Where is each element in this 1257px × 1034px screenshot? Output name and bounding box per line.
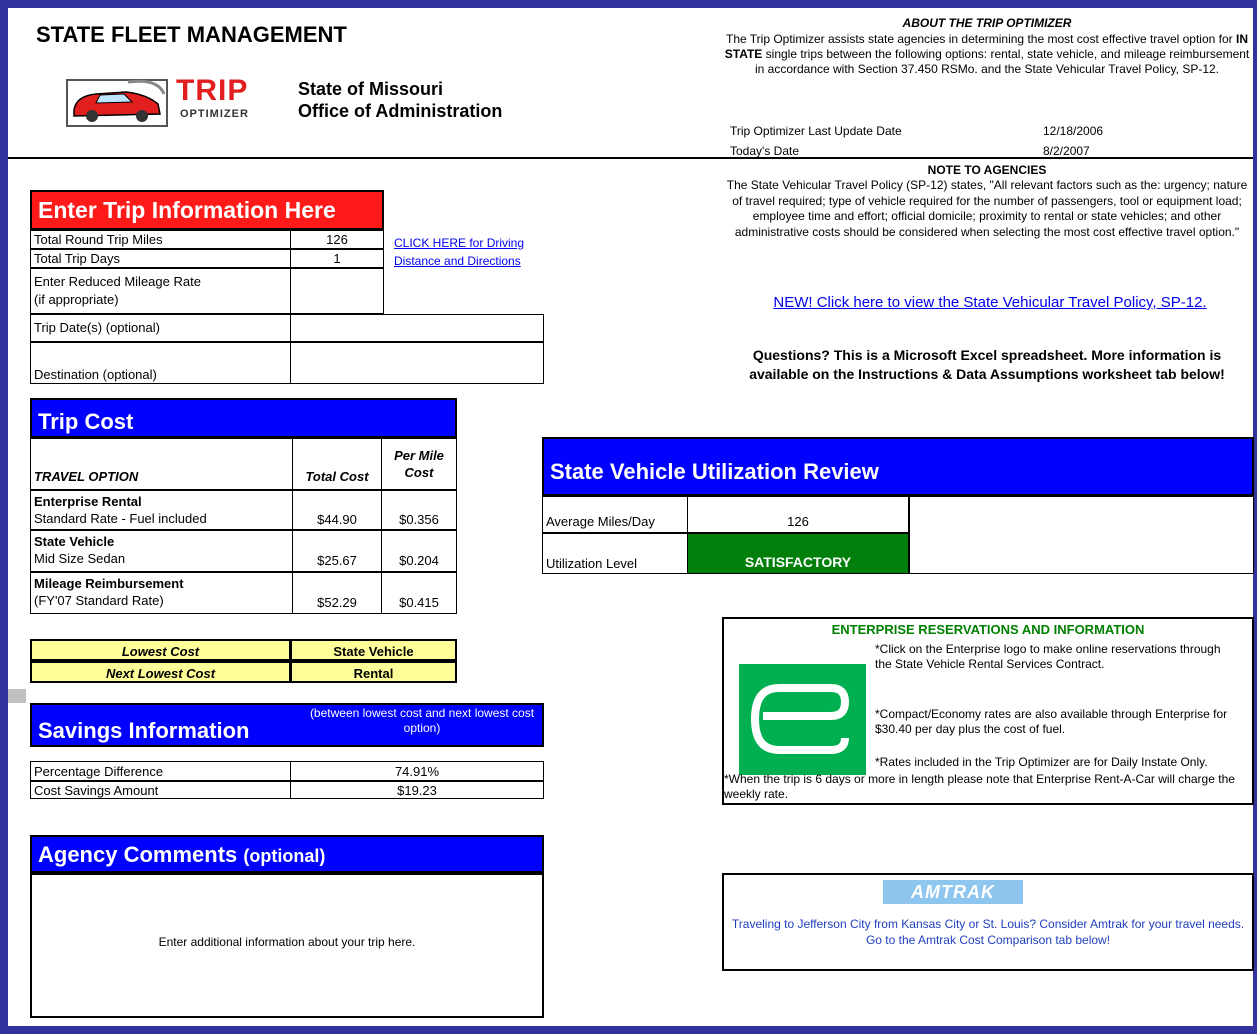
savings-heading-box	[30, 703, 544, 747]
about-text: The Trip Optimizer assists state agencies in determining the most cost effective travel option for IN STATE single trips between the following options: rental, state vehicle, and mileage reimbursement in accordance with Section 37.450 RSMo. and the State Vehicular Travel Policy, SP-12.	[724, 32, 1250, 76]
cost-row-option: Mileage Reimbursement (FY'07 Standard Rate)	[30, 572, 293, 614]
today-value: 8/2/2007	[1043, 144, 1090, 158]
pct-diff-value: 74.91%	[290, 761, 544, 781]
days-input[interactable]: 1	[290, 249, 384, 268]
cost-row-total: $25.67	[292, 530, 382, 572]
cost-row-total: $52.29	[292, 572, 382, 614]
next-lowest-label: Next Lowest Cost	[30, 661, 291, 683]
enterprise-logo[interactable]	[739, 664, 866, 775]
cost-row-option: Enterprise Rental Standard Rate - Fuel included	[30, 490, 293, 530]
update-value: 12/18/2006	[1043, 124, 1104, 138]
questions-text: Questions? This is a Microsoft Excel spreadsheet. More information is available on the Instructions & Data Assumptions worksheet tab below!	[749, 347, 1225, 382]
cost-row-total: $44.90	[292, 490, 382, 530]
note-heading: NOTE TO AGENCIES	[927, 163, 1047, 177]
trip-cost-heading: Trip Cost	[30, 398, 457, 438]
org-line-2: Office of Administration	[298, 101, 503, 121]
col-total-cost: Total Cost	[292, 438, 382, 490]
col-travel-option: TRAVEL OPTION	[30, 438, 293, 490]
cost-row-option: State Vehicle Mid Size Sedan	[30, 530, 293, 572]
logo-sub: OPTIMIZER	[180, 108, 249, 120]
amtrak-text: Traveling to Jefferson City from Kansas City or St. Louis? Consider Amtrak for your travel needs. Go to the Amtrak Cost Comparison tab below!	[731, 917, 1245, 947]
amtrak-logo[interactable]: AMTRAK	[883, 880, 1023, 904]
trip-info-heading: Enter Trip Information Here	[30, 190, 384, 230]
enterprise-p3: *Rates included in the Trip Optimizer are for Daily Instate Only.	[875, 755, 1208, 769]
utilization-level-label: Utilization Level	[542, 533, 688, 574]
policy-link[interactable]: NEW! Click here to view the State Vehicular Travel Policy, SP-12.	[773, 294, 1207, 311]
page-title: STATE FLEET MANAGEMENT	[36, 22, 347, 47]
date-input[interactable]	[290, 314, 544, 342]
avg-miles-label: Average Miles/Day	[542, 496, 688, 533]
enterprise-e-icon	[739, 664, 866, 775]
date-label: Trip Date(s) (optional)	[30, 314, 291, 342]
enterprise-heading: ENTERPRISE RESERVATIONS AND INFORMATION	[831, 622, 1145, 637]
frame-bottom	[0, 1026, 1257, 1034]
next-lowest-value: Rental	[290, 661, 457, 683]
enterprise-p2: *Compact/Economy rates are also available through Enterprise for $30.40 per day plus the cost of fuel.	[875, 707, 1228, 736]
utilization-level-value: SATISFACTORY	[687, 533, 909, 574]
comments-heading: Agency Comments (optional)	[30, 835, 544, 873]
org-line-1: State of Missouri	[298, 79, 444, 99]
utilization-heading: State Vehicle Utilization Review	[542, 437, 1254, 496]
enterprise-p1: *Click on the Enterprise logo to make online reservations through the State Vehicle Rental Services Contract.	[875, 642, 1221, 671]
dest-label: Destination (optional)	[30, 342, 291, 384]
lowest-cost-label: Lowest Cost	[30, 639, 291, 661]
lowest-cost-value: State Vehicle	[290, 639, 457, 661]
col-per-mile-cost: Per Mile Cost	[381, 438, 457, 490]
miles-input[interactable]: 126	[290, 230, 384, 249]
about-heading: ABOUT THE TRIP OPTIMIZER	[902, 16, 1072, 30]
rate-input[interactable]	[290, 268, 384, 314]
frame-top	[0, 0, 1257, 8]
frame-left	[0, 8, 8, 1034]
cost-row-per-mile: $0.356	[381, 490, 457, 530]
pct-diff-label: Percentage Difference	[30, 761, 291, 781]
logo-word: TRIP	[176, 74, 249, 107]
today-label: Today's Date	[730, 144, 799, 158]
avg-miles-value: 126	[687, 496, 909, 533]
savings-note: (between lowest cost and next lowest cost option)	[309, 706, 535, 735]
cost-row-per-mile: $0.415	[381, 572, 457, 614]
rate-label: Enter Reduced Mileage Rate (if appropriate)	[30, 268, 291, 314]
update-label: Trip Optimizer Last Update Date	[730, 124, 902, 138]
days-label: Total Trip Days	[30, 249, 291, 268]
dest-input[interactable]	[290, 342, 544, 384]
comments-input[interactable]: Enter additional information about your trip here.	[30, 873, 544, 1018]
savings-amt-label: Cost Savings Amount	[30, 781, 291, 799]
savings-heading: Savings Information	[38, 718, 250, 743]
miles-label: Total Round Trip Miles	[30, 230, 291, 249]
sheet-marker	[8, 689, 26, 703]
savings-amt-value: $19.23	[290, 781, 544, 799]
driving-directions-link[interactable]: CLICK HERE for Driving Distance and Directions	[394, 236, 525, 268]
utilization-blank	[908, 496, 1254, 574]
note-text: The State Vehicular Travel Policy (SP-12) states, "All relevant factors such as the: urgency; nature of travel required; type of vehicle required for the number of passengers, tool or equipment load; employee time and effort; official domicile; proximity to rental or state vehicles; and other administrative costs should be considered when selecting the most cost effective travel option."	[726, 178, 1248, 239]
enterprise-p4: *When the trip is 6 days or more in length please note that Enterprise Rent-A-Car will charge the weekly rate.	[724, 772, 1235, 801]
cost-row-per-mile: $0.204	[381, 530, 457, 572]
